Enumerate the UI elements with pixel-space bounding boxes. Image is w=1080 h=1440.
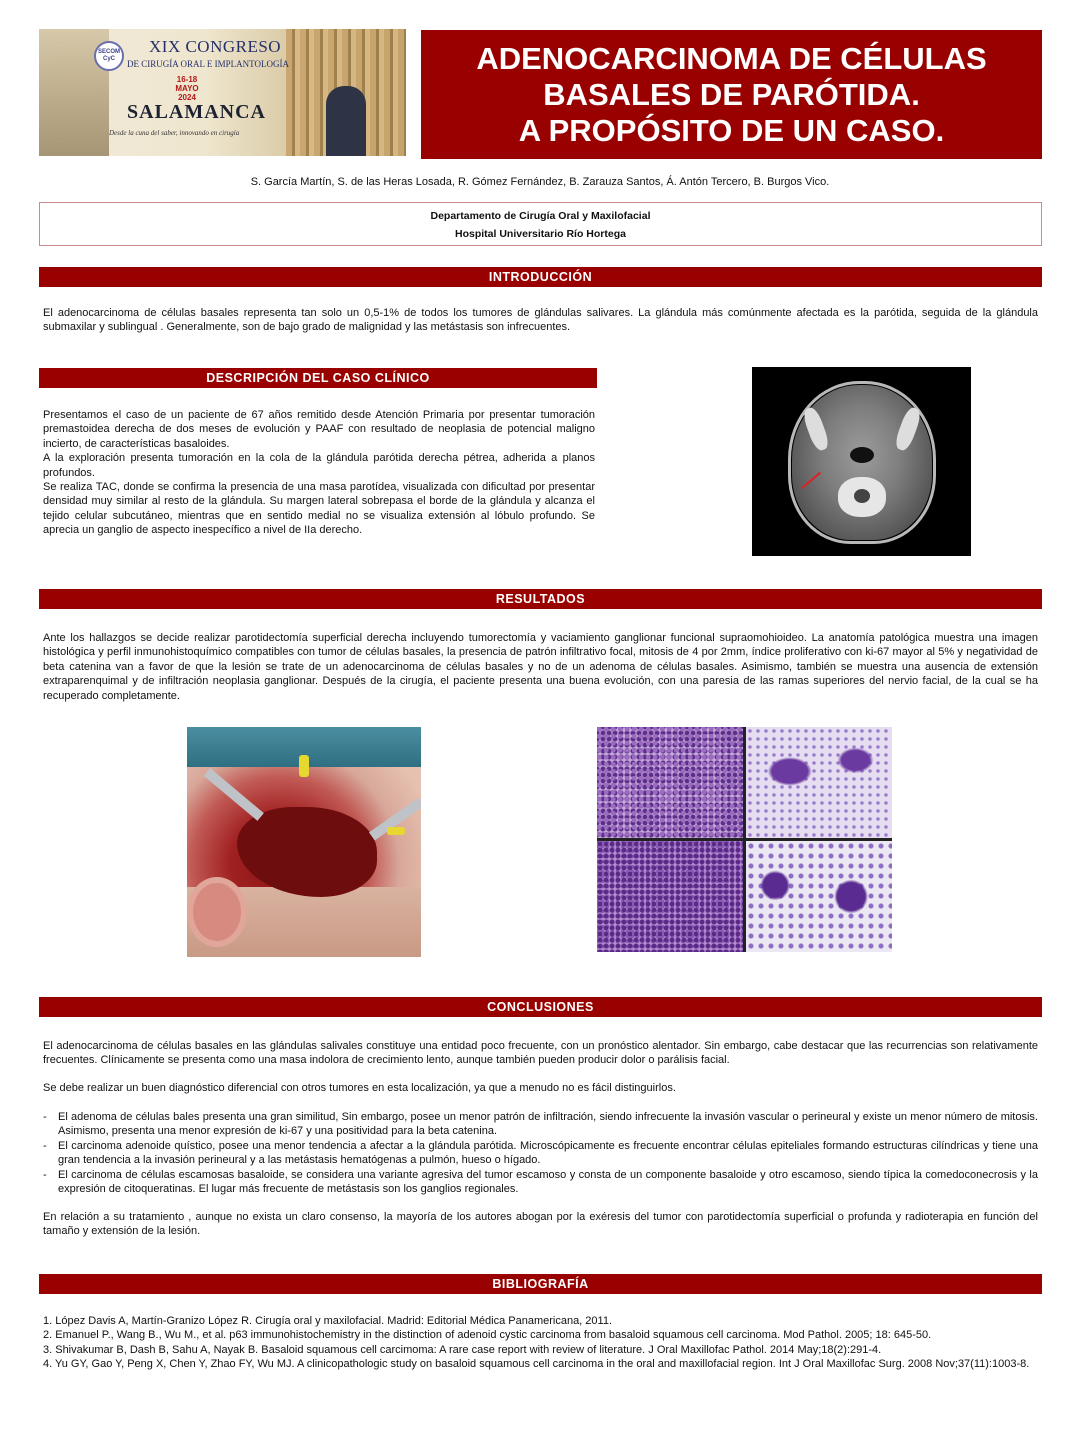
title-line1: ADENOCARCINOMA DE CÉLULAS	[476, 40, 987, 76]
retractor-left	[204, 768, 264, 821]
list-item: - El adenoma de células bales presenta una gran similitud, Sin embargo, posee un menor patrón de infiltración, siendo infrecuente la invasión vascular o perineural y existe un menor número de mitosis. Asimismo, presenta una menor expresión de ki-67 y una positividad para la beta catenina.	[43, 1111, 1038, 1138]
histology-panel	[597, 727, 892, 952]
conclusiones-p2: Se debe realizar un buen diagnóstico diferencial con otros tumores en esta localización, ya que a menudo no es fácil distinguirlos.	[43, 1082, 676, 1094]
ear	[187, 877, 247, 947]
affiliation-box	[39, 202, 1042, 246]
conclusiones-p1: El adenocarcinoma de células basales en las glándulas salivales constituye una entidad poco frecuente, con un pronóstico alentador. Sin embargo, cabe destacar que las recurrencias son relativamente frecuentes. Clínicamente se presenta como una masa indolora de crecimiento lento, aunque también pueden producir dolor o parálisis facial.	[43, 1040, 1038, 1067]
caso-text	[43, 408, 595, 538]
bibliography-item: 2. Emanuel P., Wang B., Wu M., et al. p63 immunohistochemistry in the distinction of adenoid cystic carcinoma from basaloid squamous cell carcinoma. Mod Pathol. 2005; 18: 645-50.	[43, 1329, 932, 1342]
department: Departamento de Cirugía Oral y Maxilofacial	[430, 210, 651, 222]
histology-quadrant-3	[597, 841, 743, 952]
intro-text: El adenocarcinoma de células basales representa tan solo un 0,5-1% de todos los tumores de glándulas salivares. La glándula más comúnmente afectada es la parótida, seguida de la glándula submaxilar y sublingual . Generalmente, son de bajo grado de malignidad y las metástasis son infrecuentes.	[43, 307, 1038, 334]
poster-title	[421, 30, 1042, 159]
surgical-field	[237, 807, 377, 897]
secom-logo: SECOM CyC	[94, 41, 124, 71]
histology-quadrant-1	[597, 727, 743, 838]
title-line3: A PROPÓSITO DE UN CASO.	[518, 112, 945, 148]
congress-banner	[39, 29, 406, 156]
congress-line1: XIX CONGRESO	[149, 37, 282, 56]
authors: S. García Martín, S. de las Heras Losada, R. Gómez Fernández, B. Zarauza Santos, Á. Antón Tercero, B. Burgos Vico.	[250, 176, 830, 188]
caso-paragraph: Se realiza TAC, donde se confirma la presencia de una masa parotídea, visualizada con dificultad por presentar densidad muy similar al resto de la glándula. Su margen lateral sobrepasa el borde de la glándula y alcanza el tejido celular subcutáneo, mientras que en sentido medial no se visualiza extensión al lóbulo profundo. Se aprecia un ganglio de aspecto inespecífico a nivel de IIa derecho.	[43, 481, 595, 537]
congress-line2: DE CIRUGÍA ORAL E IMPLANTOLOGÍA	[127, 59, 289, 69]
caso-paragraph: Presentamos el caso de un paciente de 67 años remitido desde Atención Primaria por presentar tumoración premastoidea derecha de dos meses de evolución y PAAF con resultado de neoplasia de potencial maligno incierto, de características basaloides.	[43, 409, 595, 450]
section-header-intro: INTRODUCCIÓN	[39, 267, 1042, 287]
figure-illustration	[326, 86, 366, 156]
histology-quadrant-4	[746, 841, 892, 952]
congress-motto: Desde la cuna del saber, innovando en cirugía	[109, 129, 240, 137]
list-item-text: El adenoma de células bales presenta una gran similitud, Sin embargo, posee un menor patrón de infiltración, siendo infrecuente la invasión vascular o perineural y existe un menor número de mitosis. Asimismo, presenta una menor expresión de ki-67 y una positividad para la beta catenina.	[58, 1111, 1038, 1138]
bibliography-item: 4. Yu GY, Gao Y, Peng X, Chen Y, Zhao FY, Wu MJ. A clinicopathologic study on basaloid squamous cell carcinoma in the oral and maxillofacial region. Int J Oral Maxillofac Surg. 2008 Nov;37(11):1003-8.	[43, 1358, 1030, 1371]
resultados-text: Ante los hallazgos se decide realizar parotidectomía superficial derecha incluyendo tumorectomía y vaciamiento ganglionar funcional supraomohioideo. La anatomía patológica muestra una imagen histológica y perfil inmunohistoquímico compatibles con tumor de células basales, la presencia de patrón infiltrativo focal, mitosis de 4 por 2mm, índice proliferativo con ki-67 mayor al 5% y negatividad de beta catenina van a favor de que la lesión se trate de un adenocarcinoma de células basales y no de un adenoma de células basales. Asimismo, también se muestra una ausencia de extensión extraparenquimal y de infiltración neoplasia ganglionar. Después de la cirugía, el paciente presenta una buena evolución, con una paresia de las ramas superiores del nervio facial, de la cual se ha recuperado completamente.	[43, 632, 1038, 702]
surgery-photo	[187, 727, 421, 957]
section-header-resultados: RESULTADOS	[39, 589, 1042, 609]
section-header-conclusiones: CONCLUSIONES	[39, 997, 1042, 1017]
list-item-text: El carcinoma adenoide quístico, posee una menor tendencia a afectar a la glándula parótida. Microscópicamente es frecuente encontrar células epiteliales formando estructuras cilíndricas y tiene una gran tendencia a la invasión perineural y a las metástasis hematógenas a pulmón, hueso o hígado.	[58, 1139, 1038, 1167]
list-item: - El carcinoma de células escamosas basaloide, se considera una variante agresiva del tumor escamoso y consta de un componente basaloide y otro escamoso, siendo típica la comedoconecrosis y la expresión de citoqueratinas. El lugar más frecuente de metástasis son los ganglios regionales.	[43, 1168, 1038, 1196]
conclusiones-p3: En relación a su tratamiento , aunque no exista un claro consenso, la mayoría de los autores abogan por la exéresis del tumor con parotidectomía superficial o profunda y radioterapia en función del tamaño y extensión de la lesión.	[43, 1211, 1038, 1238]
yellow-hook-right	[387, 827, 405, 835]
congress-dates: 16-18 MAYO 2024	[175, 75, 199, 102]
differential-list	[43, 1110, 1038, 1196]
title-line2: BASALES DE PARÓTIDA.	[543, 76, 920, 112]
section-header-bibliografia: BIBLIOGRAFÍA	[39, 1274, 1042, 1294]
section-header-caso: DESCRIPCIÓN DEL CASO CLÍNICO	[39, 368, 597, 388]
histology-quadrant-2	[746, 727, 892, 838]
bibliography-item: 1. López Davis A, Martín-Granizo López R. Cirugía oral y maxilofacial. Madrid: Editorial Médica Panamericana, 2011.	[43, 1315, 613, 1327]
bibliography-item: 3. Shivakumar B, Dash B, Sahu A, Nayak B. Basaloid squamous cell carcimoma: A rare case report with review of literature. J Oral Maxillofac Pathol. 2014 May;18(2):291-4.	[43, 1343, 882, 1356]
list-item-text: El carcinoma de células escamosas basaloide, se considera una variante agresiva del tumor escamoso y consta de un componente basaloide y otro escamoso, siendo típica la comedoconecrosis y la expresión de citoqueratinas. El lugar más frecuente de metástasis son los ganglios regionales.	[58, 1168, 1038, 1196]
list-item: - El carcinoma adenoide quístico, posee una menor tendencia a afectar a la glándula parótida. Microscópicamente es frecuente encontrar células epiteliales formando estructuras cilíndricas y tiene una gran tendencia a la invasión perineural y a las metástasis hematógenas a pulmón, hueso o hígado.	[43, 1139, 1038, 1167]
caso-paragraph: A la exploración presenta tumoración en la cola de la glándula parótida derecha pétrea, adherida a planos profundos.	[43, 452, 595, 479]
hospital: Hospital Universitario Río Hortega	[455, 228, 626, 240]
ct-scan-image	[752, 367, 971, 556]
bibliography-list	[43, 1314, 1038, 1372]
yellow-hook-top	[299, 755, 309, 777]
ct-spinal-canal	[854, 489, 870, 503]
ct-airway	[850, 447, 874, 463]
congress-city: SALAMANCA	[127, 101, 266, 123]
